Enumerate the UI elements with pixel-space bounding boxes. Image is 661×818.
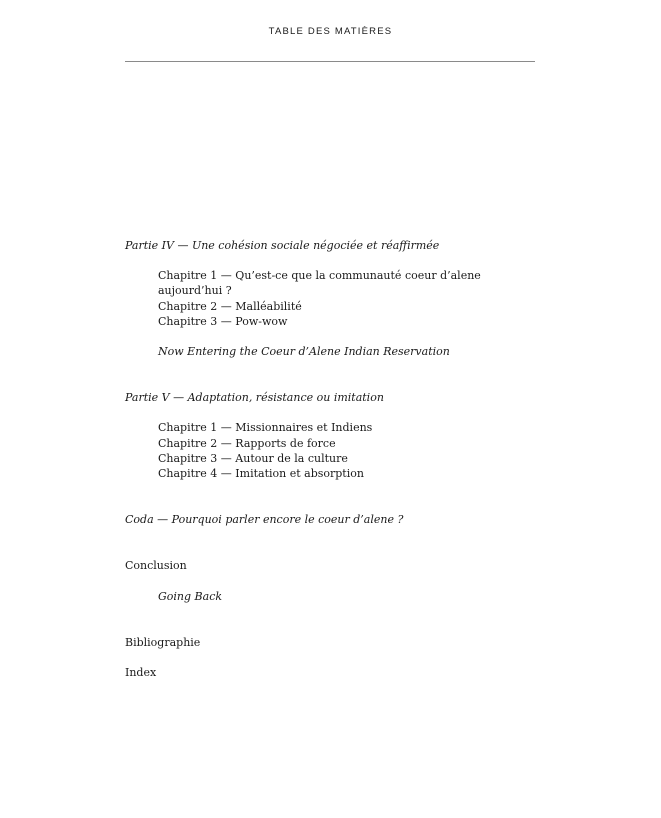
toc-part-4-chapter-3: Chapitre 3 — Pow-wow <box>158 314 288 328</box>
toc-part-5-chapter-3: Chapitre 3 — Autour de la culture <box>158 451 348 465</box>
toc-coda: Coda — Pourquoi parler encore le coeur d’alene ? <box>125 513 404 527</box>
toc-part-4-title: Partie IV — Une cohésion sociale négociée et réaffirmée <box>125 239 440 252</box>
toc-part-5-title: Partie V — Adaptation, résistance ou imitation <box>125 391 384 405</box>
toc-index: Index <box>125 666 157 680</box>
toc-conclusion: Conclusion <box>125 559 187 573</box>
toc-part-4-chapter-1: Chapitre 1 — Qu’est-ce que la communauté coeur d’alene <box>158 269 481 283</box>
toc-conclusion-going-back: Going Back <box>158 589 223 603</box>
header-rule <box>125 61 535 62</box>
toc-part-5-chapter-1: Chapitre 1 — Missionnaires et Indiens <box>158 421 373 435</box>
running-head: TABLE DES MATIÈRES <box>268 26 393 37</box>
toc-bibliography: Bibliographie <box>125 635 201 649</box>
table-of-contents <box>125 238 535 680</box>
toc-part-4-chapter-2: Chapitre 2 — Malléabilité <box>158 299 302 313</box>
toc-part-5-chapter-2: Chapitre 2 — Rapports de force <box>158 436 336 450</box>
toc-part-4-chapter-1-continued: aujourd’hui ? <box>158 284 232 298</box>
toc-part-4-interlude: Now Entering the Coeur d’Alene Indian Reservation <box>158 345 450 359</box>
toc-part-5-chapter-4: Chapitre 4 — Imitation et absorption <box>158 467 364 481</box>
